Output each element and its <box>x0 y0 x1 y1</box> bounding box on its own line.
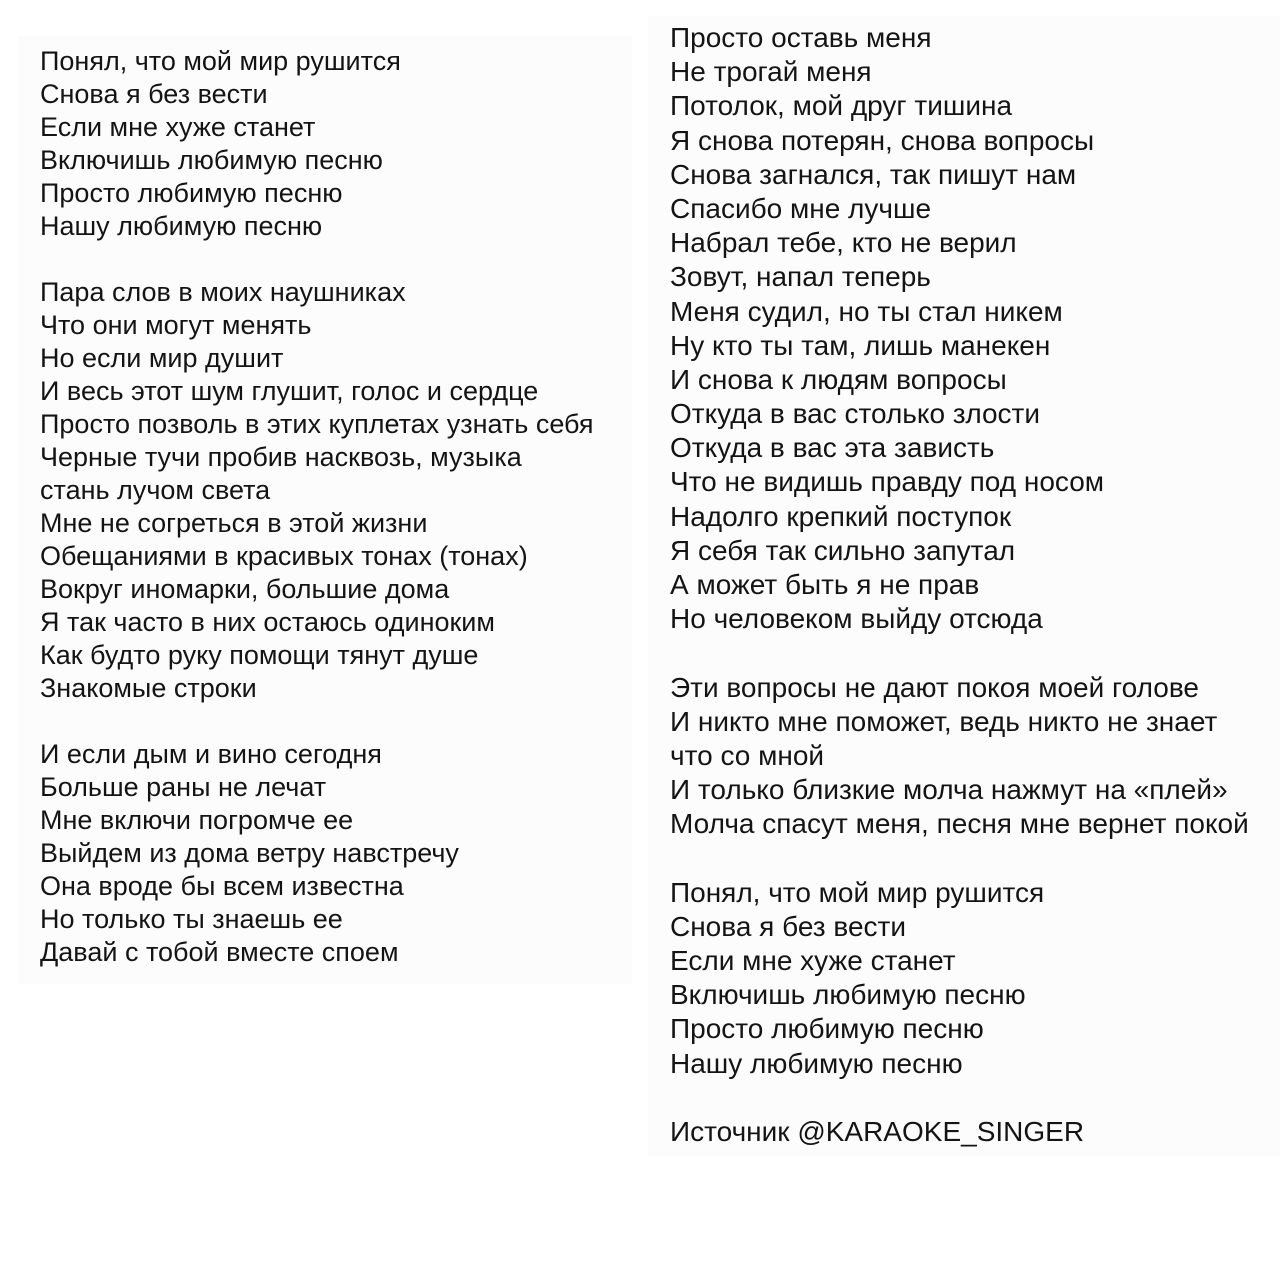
lyric-line: Снова я без вести <box>40 79 268 109</box>
lyric-line: Нашу любимую песню <box>40 211 323 241</box>
left-stanza <box>40 45 632 243</box>
lyric-line: Как будто руку помощи тянут душе <box>40 640 479 670</box>
lyric-line: Просто любимую песню <box>670 1013 984 1045</box>
lyric-line: Мне не согреться в этой жизни <box>40 508 428 538</box>
lyric-line: Что они могут менять <box>40 310 312 340</box>
right-stanza <box>670 21 1280 636</box>
lyric-line: Больше раны не лечат <box>40 772 327 802</box>
lyric-line: Надолго крепкий поступок <box>670 500 1012 532</box>
lyric-line: Набрал тебе, кто не верил <box>670 227 1017 259</box>
lyric-line: Давай с тобой вместе споем <box>40 937 399 967</box>
lyric-line: Спасибо мне лучше <box>670 192 932 224</box>
lyric-line: Но только ты знаешь ее <box>40 904 343 934</box>
lyric-line: Просто оставь меня <box>670 22 932 53</box>
right-stanzas <box>670 21 1280 1081</box>
lyric-line: Вокруг иномарки, большие дома <box>40 574 450 604</box>
lyric-line: Включишь любимую песню <box>670 979 1026 1011</box>
lyric-line: Снова загнался, так пишут нам <box>670 158 1077 190</box>
lyric-line: И снова к людям вопросы <box>670 363 1007 395</box>
right-stanza <box>670 671 1280 842</box>
source-credit: Источник @KARAOKE_SINGER <box>670 1116 1085 1147</box>
lyric-line: Просто любимую песню <box>40 178 343 208</box>
lyric-line: Я снова потерян, снова вопросы <box>670 124 1095 156</box>
lyric-line: что со мной <box>670 739 825 771</box>
lyric-line: А может быть я не прав <box>670 569 980 600</box>
lyric-line: Откуда в вас столько злости <box>670 398 1041 430</box>
lyric-line: стань лучом света <box>40 475 271 505</box>
left-stanza <box>40 276 632 705</box>
lyric-line: И только близкие молча нажмут на «плей» <box>670 774 1228 806</box>
lyric-line: Включишь любимую песню <box>40 145 383 175</box>
lyric-line: Понял, что мой мир рушится <box>40 46 401 76</box>
lyric-line: Зовут, напал теперь <box>670 261 931 293</box>
lyric-line: Я так часто в них остаюсь одиноким <box>40 607 495 637</box>
lyric-line: Потолок, мой друг тишина <box>670 90 1013 122</box>
right-lyrics-panel <box>648 16 1280 1156</box>
right-stanza <box>670 876 1280 1081</box>
lyric-line: И если дым и вино сегодня <box>40 739 382 769</box>
lyric-line: Если мне хуже станет <box>40 112 316 142</box>
lyric-line: Просто позволь в этих куплетах узнать себя <box>40 409 594 439</box>
lyric-line: Снова я без вести <box>670 910 907 942</box>
lyric-line: И никто мне поможет, ведь никто не знает <box>670 705 1218 737</box>
lyric-line: Обещаниями в красивых тонах (тонах) <box>40 541 528 571</box>
lyric-line: Понял, что мой мир рушится <box>670 876 1045 908</box>
left-lyrics-panel <box>18 36 632 984</box>
lyric-line: Я себя так сильно запутал <box>670 534 1016 566</box>
lyric-line: Черные тучи пробив насквозь, музыка <box>40 442 522 472</box>
lyric-line: Эти вопросы не дают покоя моей голове <box>670 671 1199 703</box>
lyric-line: Мне включи погромче ее <box>40 805 354 835</box>
lyric-line: Она вроде бы всем известна <box>40 871 404 901</box>
lyric-line: Ну кто ты там, лишь манекен <box>670 329 1051 361</box>
lyric-line: Выйдем из дома ветру навстречу <box>40 838 459 868</box>
lyric-line: Не трогай меня <box>670 56 872 88</box>
left-stanza <box>40 738 632 969</box>
lyric-line: Если мне хуже станет <box>670 945 956 977</box>
lyric-line: Молча спасут меня, песня мне вернет покой <box>670 808 1249 840</box>
lyric-line: И весь этот шум глушит, голос и сердце <box>40 376 539 406</box>
lyric-line: Но если мир душит <box>40 343 284 373</box>
lyric-line: Знакомые строки <box>40 673 257 703</box>
lyric-line: Меня судил, но ты стал никем <box>670 295 1063 327</box>
lyric-line: Пара слов в моих наушниках <box>40 277 406 307</box>
lyric-line: Но человеком выйду отсюда <box>670 603 1043 635</box>
lyric-line: Откуда в вас эта зависть <box>670 432 995 464</box>
lyric-line: Нашу любимую песню <box>670 1047 963 1079</box>
lyric-line: Что не видишь правду под носом <box>670 466 1105 498</box>
